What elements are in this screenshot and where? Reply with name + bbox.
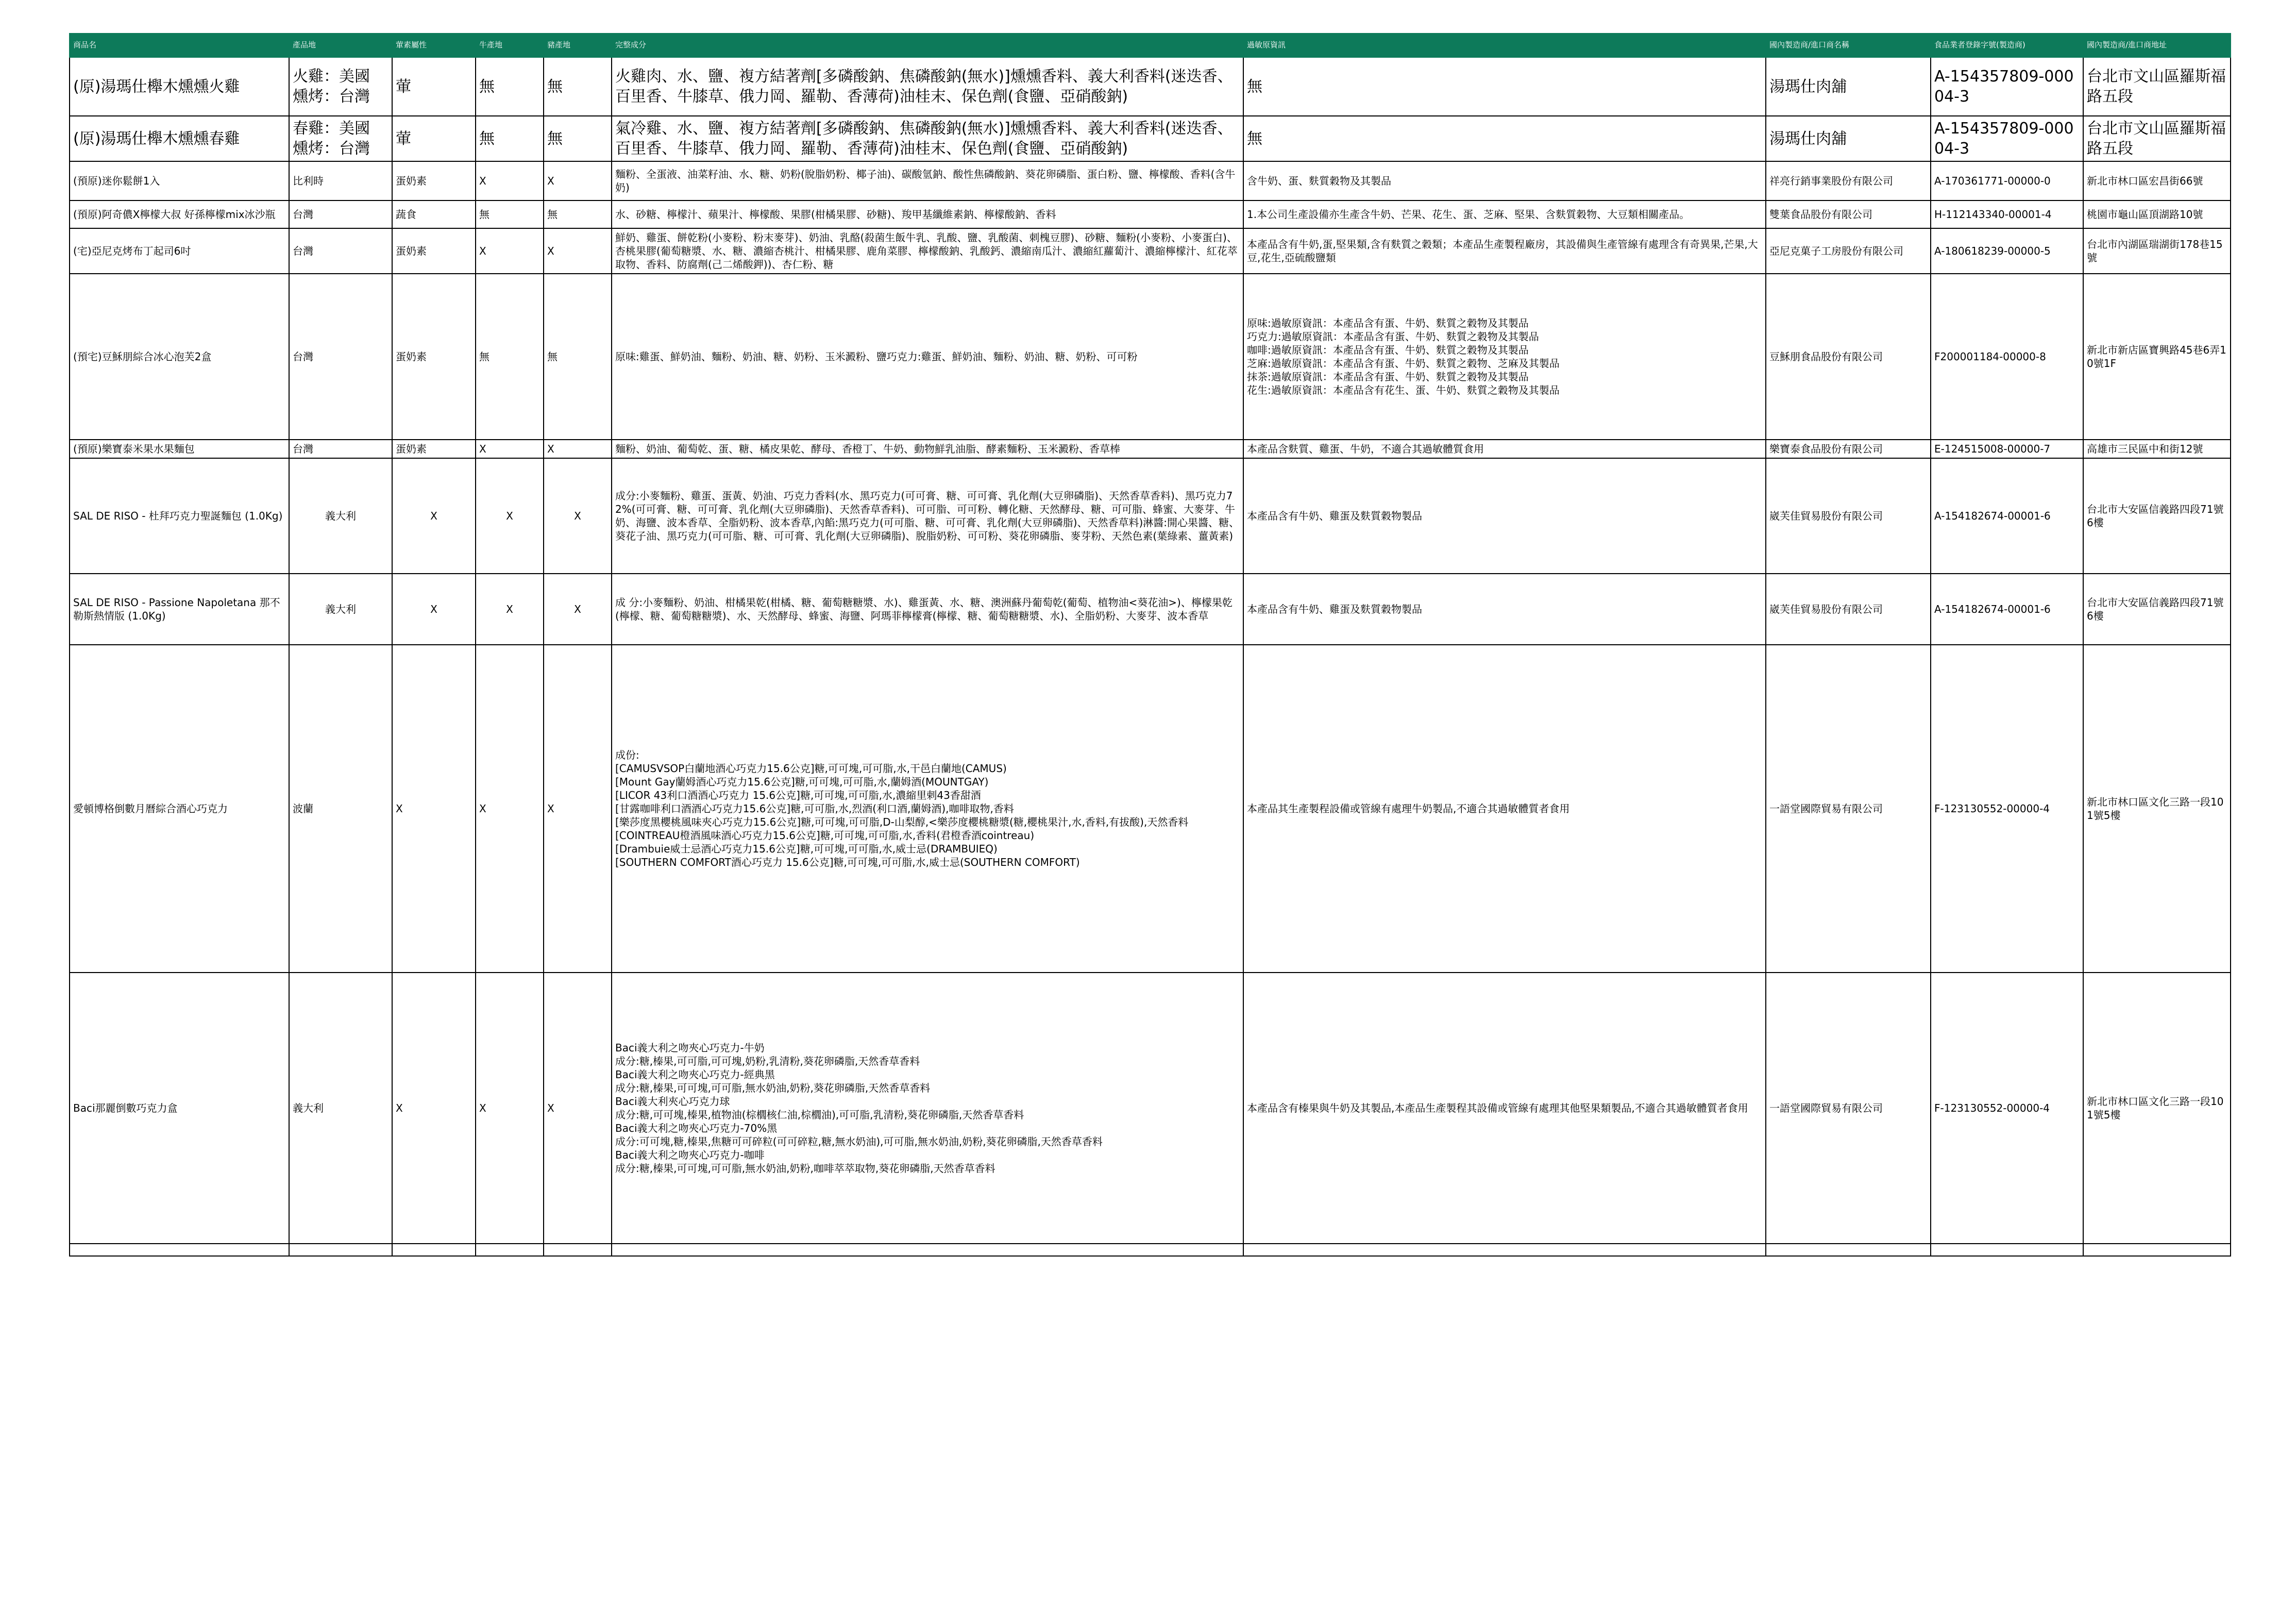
empty-cell[interactable] xyxy=(1243,1244,1766,1256)
cell-reg[interactable]: A-154357809-00004-3 xyxy=(1931,57,2083,116)
cell-name[interactable]: (預宅)豆穌朋綜合冰心泡芙2盒 xyxy=(70,274,289,440)
cell-veg[interactable]: 葷 xyxy=(392,116,476,161)
table-row xyxy=(70,274,2231,440)
cell-maker[interactable]: 雙葉食品股份有限公司 xyxy=(1766,200,1931,228)
cell-allergen[interactable]: 本產品含有牛奶,蛋,堅果類,含有麩質之穀類；本產品生產製程廠房，其設備與生產管線有處理含有奇異果,芒果,大豆,花生,亞硫酸鹽類 xyxy=(1243,228,1766,274)
cell-origin[interactable]: 台灣 xyxy=(289,274,392,440)
header-row xyxy=(70,34,2231,57)
table-row xyxy=(70,228,2231,274)
cell-reg[interactable]: A-154357809-00004-3 xyxy=(1931,116,2083,161)
col-header-beef[interactable]: 牛產地 xyxy=(476,34,544,57)
cell-allergen[interactable]: 含牛奶、蛋、麩質穀物及其製品 xyxy=(1243,161,1766,200)
cell-beef[interactable]: 無 xyxy=(476,116,544,161)
cell-address[interactable]: 台北市大安區信義路四段71號6樓 xyxy=(2083,458,2231,574)
cell-allergen[interactable]: 無 xyxy=(1243,57,1766,116)
cell-pork[interactable]: X xyxy=(544,574,612,645)
cell-ingredients[interactable]: 氣冷雞、水、鹽、複方結著劑[多磷酸鈉、焦磷酸鈉(無水)]燻燻香料、義大利香料(迷迭香、百里香、牛膝草、俄力岡、羅勒、香薄荷)油桂末、保色劑(食鹽、亞硝酸鈉) xyxy=(612,116,1243,161)
cell-address[interactable]: 台北市文山區羅斯福路五段 xyxy=(2083,116,2231,161)
cell-reg[interactable]: A-170361771-00000-0 xyxy=(1931,161,2083,200)
cell-beef[interactable]: X xyxy=(476,228,544,274)
cell-name[interactable]: (原)湯瑪仕櫸木燻燻春雞 xyxy=(70,116,289,161)
cell-maker[interactable]: 一語堂國際貿易有限公司 xyxy=(1766,973,1931,1244)
cell-origin[interactable]: 春雞：美國 燻烤：台灣 xyxy=(289,116,392,161)
cell-pork[interactable]: 無 xyxy=(544,57,612,116)
cell-reg[interactable]: F200001184-00000-8 xyxy=(1931,274,2083,440)
empty-cell[interactable] xyxy=(1931,1244,2083,1256)
cell-reg[interactable]: A-154182674-00001-6 xyxy=(1931,458,2083,574)
cell-allergen[interactable]: 本產品其生產製程設備或管線有處理牛奶製品,不適合其過敏體質者食用 xyxy=(1243,645,1766,973)
cell-beef[interactable]: 無 xyxy=(476,200,544,228)
cell-ingredients[interactable]: 麵粉、全蛋液、油菜籽油、水、糖、奶粉(脫脂奶粉、椰子油)、碳酸氫鈉、酸性焦磷酸鈉、葵花卵磷脂、蛋白粉、鹽、檸檬酸、香料(含牛奶) xyxy=(612,161,1243,200)
cell-ingredients[interactable]: 鮮奶、雞蛋、餅乾粉(小麥粉、粉末麥芽)、奶油、乳酪(殺菌生飯牛乳、乳酸、鹽、乳酸菌、刺槐豆膠)、砂糖、麵粉(小麥粉、小麥蛋白)、杏桃果膠(葡萄糖漿、水、糖、濃縮杏桃汁、柑橘果膠、鹿角菜膠、檸檬酸鈉、乳酸鈣、濃縮南瓜汁、濃縮紅蘿蔔汁、濃縮檸檬汁、紅花萃取物、香料、防腐劑(己二烯酸鉀))、杏仁粉、糖 xyxy=(612,228,1243,274)
cell-reg[interactable]: A-154182674-00001-6 xyxy=(1931,574,2083,645)
empty-cell[interactable] xyxy=(1766,1244,1931,1256)
cell-origin[interactable]: 台灣 xyxy=(289,228,392,274)
product-table xyxy=(69,33,2231,1257)
col-header-address[interactable]: 國內製造商/進口商地址 xyxy=(2083,34,2231,57)
cell-pork[interactable]: 無 xyxy=(544,274,612,440)
cell-beef[interactable]: X xyxy=(476,458,544,574)
cell-pork[interactable]: X xyxy=(544,645,612,973)
cell-allergen[interactable]: 1.本公司生產設備亦生產含牛奶、芒果、花生、蛋、芝麻、堅果、含麩質穀物、大豆類相關產品。 xyxy=(1243,200,1766,228)
empty-cell[interactable] xyxy=(612,1244,1243,1256)
empty-cell[interactable] xyxy=(2083,1244,2231,1256)
cell-pork[interactable]: X xyxy=(544,973,612,1244)
cell-origin[interactable]: 義大利 xyxy=(289,458,392,574)
cell-beef[interactable]: X xyxy=(476,574,544,645)
cell-pork[interactable]: 無 xyxy=(544,200,612,228)
cell-address[interactable]: 新北市林口區宏昌街66號 xyxy=(2083,161,2231,200)
cell-name[interactable]: 愛頓博格倒數月曆綜合酒心巧克力 xyxy=(70,645,289,973)
table-row xyxy=(70,57,2231,116)
cell-maker[interactable]: 亞尼克菓子工房股份有限公司 xyxy=(1766,228,1931,274)
col-header-name[interactable]: 商品名 xyxy=(70,34,289,57)
col-header-pork[interactable]: 豬產地 xyxy=(544,34,612,57)
cell-maker[interactable]: 崴芙佳貿易股份有限公司 xyxy=(1766,574,1931,645)
cell-allergen[interactable]: 本產品含有牛奶、雞蛋及麩質穀物製品 xyxy=(1243,458,1766,574)
table-row xyxy=(70,574,2231,645)
cell-maker[interactable]: 湯瑪仕肉舖 xyxy=(1766,116,1931,161)
cell-veg[interactable]: X xyxy=(392,458,476,574)
cell-ingredients[interactable]: Baci義大利之吻夾心巧克力-牛奶 成分:糖,榛果,可可脂,可可塊,奶粉,乳清粉,葵花卵磷脂,天然香草香料 Baci義大利之吻夾心巧克力-經典黑 成分:糖,榛果,可可塊,可可脂,無水奶油,奶粉,葵花卵磷脂,天然香草香料 Baci義大利夾心巧克力球 成分:糖,可可塊,榛果,植物油(棕櫚核仁油,棕櫚油),可可脂,乳清粉,葵花卵磷脂,天然香草香料 Baci義大利之吻夾心巧克力-70%黑 成分:可可塊,糖,榛果,焦糖可可碎粒(可可碎粒,糖,無水奶油),可可脂,無水奶油,奶粉,葵花卵磷脂,天然香草香料 Baci義大利之吻夾心巧克力-咖啡 成分:糖,榛果,可可塊,可可脂,無水奶油,奶粉,咖啡萃萃取物,葵花卵磷脂,天然香草香料 xyxy=(612,973,1243,1244)
table-row xyxy=(70,161,2231,200)
cell-reg[interactable]: H-112143340-00001-4 xyxy=(1931,200,2083,228)
cell-maker[interactable]: 湯瑪仕肉舖 xyxy=(1766,57,1931,116)
cell-reg[interactable]: F-123130552-00000-4 xyxy=(1931,973,2083,1244)
empty-cell[interactable] xyxy=(70,1244,289,1256)
cell-reg[interactable]: F-123130552-00000-4 xyxy=(1931,645,2083,973)
table-row xyxy=(70,116,2231,161)
cell-beef[interactable]: X xyxy=(476,440,544,458)
empty-cell[interactable] xyxy=(289,1244,392,1256)
cell-name[interactable]: (預原)迷你鬆餅1入 xyxy=(70,161,289,200)
cell-beef[interactable]: 無 xyxy=(476,57,544,116)
cell-veg[interactable]: 蛋奶素 xyxy=(392,274,476,440)
cell-address[interactable]: 台北市文山區羅斯福路五段 xyxy=(2083,57,2231,116)
cell-allergen[interactable]: 原味:過敏原資訊：本產品含有蛋、牛奶、麩質之穀物及其製品 巧克力:過敏原資訊：本產品含有蛋、牛奶、麩質之穀物及其製品 咖啡:過敏原資訊：本產品含有蛋、牛奶、麩質之穀物及其製品 芝麻:過敏原資訊：本產品含有蛋、牛奶、麩質之穀物、芝麻及其製品 抹茶:過敏原資訊：本產品含有蛋、牛奶、麩質之穀物及其製品 花生:過敏原資訊：本產品含有花生、蛋、牛奶、麩質之穀物及其製品 xyxy=(1243,274,1766,440)
cell-maker[interactable]: 崴芙佳貿易股份有限公司 xyxy=(1766,458,1931,574)
cell-maker[interactable]: 豆穌朋食品股份有限公司 xyxy=(1766,274,1931,440)
table-row xyxy=(70,440,2231,458)
cell-origin[interactable]: 義大利 xyxy=(289,574,392,645)
cell-ingredients[interactable]: 火雞肉、水、鹽、複方結著劑[多磷酸鈉、焦磷酸鈉(無水)]燻燻香料、義大利香料(迷迭香、百里香、牛膝草、俄力岡、羅勒、香薄荷)油桂末、保色劑(食鹽、亞硝酸鈉) xyxy=(612,57,1243,116)
cell-address[interactable]: 新北市新店區寶興路45巷6弄10號1F xyxy=(2083,274,2231,440)
cell-pork[interactable]: X xyxy=(544,440,612,458)
cell-veg[interactable]: X xyxy=(392,574,476,645)
cell-veg[interactable]: 蛋奶素 xyxy=(392,161,476,200)
col-header-allergen[interactable]: 過敏原資訊 xyxy=(1243,34,1766,57)
table-row xyxy=(70,458,2231,574)
cell-beef[interactable]: X xyxy=(476,973,544,1244)
cell-name[interactable]: Baci那麗倒數巧克力盒 xyxy=(70,973,289,1244)
cell-ingredients[interactable]: 麵粉、奶油、葡萄乾、蛋、糖、橘皮果乾、酵母、香橙丁、牛奶、動物鮮乳油脂、酵素麵粉、玉米澱粉、香草棒 xyxy=(612,440,1243,458)
cell-address[interactable]: 新北市林口區文化三路一段101號5樓 xyxy=(2083,973,2231,1244)
cell-origin[interactable]: 台灣 xyxy=(289,440,392,458)
cell-origin[interactable]: 比利時 xyxy=(289,161,392,200)
cell-origin[interactable]: 義大利 xyxy=(289,973,392,1244)
col-header-veg[interactable]: 葷素屬性 xyxy=(392,34,476,57)
table-row xyxy=(70,645,2231,973)
cell-allergen[interactable]: 無 xyxy=(1243,116,1766,161)
col-header-ingredients[interactable]: 完整成分 xyxy=(612,34,1243,57)
cell-name[interactable]: (原)湯瑪仕櫸木燻燻火雞 xyxy=(70,57,289,116)
cell-ingredients[interactable]: 成分:小麥麵粉、雞蛋、蛋黃、奶油、巧克力香料(水、黑巧克力(可可膏、糖、可可膏、乳化劑(大豆卵磷脂)、天然香草香料)、黑巧克力72%(可可膏、糖、可可膏、乳化劑(大豆卵磷脂)、天然香草香料)、可可脂、可可粉、轉化糖、天然酵母、糖、可可脂、蜂蜜、大麥芽、牛奶、海鹽、波本香草、全脂奶粉、波本香草,內餡:黑巧克力(可可脂、糖、可可膏、乳化劑(大豆卵磷脂)、天然香草料)淋醬:開心果醬、糖、葵花子油、黑巧克力(可可脂、糖、可可膏、乳化劑(大豆卵磷脂)、脫脂奶粉、可可粉、葵花卵磷脂、麥芽粉、天然色素(葉綠素、薑黃素) xyxy=(612,458,1243,574)
cell-allergen[interactable]: 本產品含麩質、雞蛋、牛奶，不適合其過敏體質食用 xyxy=(1243,440,1766,458)
cell-name[interactable]: SAL DE RISO - Passione Napoletana 那不勒斯熱情版 (1.0Kg) xyxy=(70,574,289,645)
cell-maker[interactable]: 樂寶泰食品股份有限公司 xyxy=(1766,440,1931,458)
cell-allergen[interactable]: 本產品含有牛奶、雞蛋及麩質穀物製品 xyxy=(1243,574,1766,645)
cell-address[interactable]: 台北市內湖區瑞湖街178巷15號 xyxy=(2083,228,2231,274)
cell-origin[interactable]: 台灣 xyxy=(289,200,392,228)
cell-maker[interactable]: 祥亮行銷事業股份有限公司 xyxy=(1766,161,1931,200)
cell-name[interactable]: (預原)樂寶泰米果水果麵包 xyxy=(70,440,289,458)
cell-allergen[interactable]: 本產品含有榛果與牛奶及其製品,本產品生產製程其設備或管線有處理其他堅果類製品,不適合其過敏體質者食用 xyxy=(1243,973,1766,1244)
cell-origin[interactable]: 火雞：美國 燻烤：台灣 xyxy=(289,57,392,116)
table-row-empty xyxy=(70,1244,2231,1256)
cell-beef[interactable]: X xyxy=(476,645,544,973)
col-header-reg[interactable]: 食品業者登錄字號(製造商) xyxy=(1931,34,2083,57)
empty-cell[interactable] xyxy=(476,1244,544,1256)
cell-address[interactable]: 高雄市三民區中和街12號 xyxy=(2083,440,2231,458)
table-row xyxy=(70,200,2231,228)
cell-pork[interactable]: 無 xyxy=(544,116,612,161)
cell-veg[interactable]: 蛋奶素 xyxy=(392,228,476,274)
cell-veg[interactable]: X xyxy=(392,973,476,1244)
cell-maker[interactable]: 一語堂國際貿易有限公司 xyxy=(1766,645,1931,973)
cell-address[interactable]: 台北市大安區信義路四段71號6樓 xyxy=(2083,574,2231,645)
cell-beef[interactable]: 無 xyxy=(476,274,544,440)
cell-reg[interactable]: A-180618239-00000-5 xyxy=(1931,228,2083,274)
table-row xyxy=(70,973,2231,1244)
cell-beef[interactable]: X xyxy=(476,161,544,200)
cell-address[interactable]: 新北市林口區文化三路一段101號5樓 xyxy=(2083,645,2231,973)
empty-cell[interactable] xyxy=(544,1244,612,1256)
cell-pork[interactable]: X xyxy=(544,161,612,200)
cell-name[interactable]: SAL DE RISO - 杜拜巧克力聖誕麵包 (1.0Kg) xyxy=(70,458,289,574)
cell-ingredients[interactable]: 成份: [CAMUSVSOP白蘭地酒心巧克力15.6公克]糖,可可塊,可可脂,水,干邑白蘭地(CAMUS) [Mount Gay蘭姆酒心巧克力15.6公克]糖,可可塊,可可脂,水,蘭姆酒(MOUNTGAY) [LICOR 43利口酒酒心巧克力 15.6公克]糖,可可塊,可可脂,水,濃縮里剌43香甜酒 [甘露咖啡利口酒酒心巧克力15.6公克]糖,可可脂,水,烈酒(利口酒,蘭姆酒),咖啡取物,香料 [樂莎度黑櫻桃風味夾心巧克力15.6公克]糖,可可塊,可可脂,D-山梨醇,<樂莎度櫻桃糖漿(糖,櫻桃果汁,水,香料,有拔酸),天然香料 [COINTREAU橙酒風味酒心巧克力15.6公克]糖,可可塊,可可脂,水,香料(君橙香酒cointreau) [Drambuie威士忌酒心巧克力15.6公克]糖,可可塊,可可脂,水,威士忌(DRAMBUIEQ) [SOUTHERN COMFORT酒心巧克力 15.6公克]糖,可可塊,可可脂,水,威士忌(SOUTHERN COMFORT) xyxy=(612,645,1243,973)
col-header-origin[interactable]: 產品地 xyxy=(289,34,392,57)
cell-ingredients[interactable]: 成 分:小麥麵粉、奶油、柑橘果乾(柑橘、糖、葡萄糖糖漿、水)、雞蛋黃、水、糖、澳洲蘇丹葡萄乾(葡萄、植物油<葵花油>)、檸檬果乾(檸檬、糖、葡萄糖糖漿)、水、天然酵母、蜂蜜、海鹽、阿瑪菲檸檬膏(檸檬、糖、葡萄糖糖漿、水)、全脂奶粉、大麥芽、波本香草 xyxy=(612,574,1243,645)
cell-name[interactable]: (宅)亞尼克烤布丁起司6吋 xyxy=(70,228,289,274)
cell-veg[interactable]: 葷 xyxy=(392,57,476,116)
cell-veg[interactable]: 蛋奶素 xyxy=(392,440,476,458)
col-header-maker[interactable]: 國內製造商/進口商名稱 xyxy=(1766,34,1931,57)
cell-ingredients[interactable]: 原味:雞蛋、鮮奶油、麵粉、奶油、糖、奶粉、玉米澱粉、鹽巧克力:雞蛋、鮮奶油、麵粉、奶油、糖、奶粉、可可粉 xyxy=(612,274,1243,440)
cell-veg[interactable]: 蔬食 xyxy=(392,200,476,228)
empty-cell[interactable] xyxy=(392,1244,476,1256)
cell-ingredients[interactable]: 水、砂糖、檸檬汁、蘋果汁、檸檬酸、果膠(柑橘果膠、砂糖)、羧甲基纖維素鈉、檸檬酸鈉、香料 xyxy=(612,200,1243,228)
cell-pork[interactable]: X xyxy=(544,458,612,574)
cell-address[interactable]: 桃園市龜山區頂湖路10號 xyxy=(2083,200,2231,228)
cell-pork[interactable]: X xyxy=(544,228,612,274)
cell-veg[interactable]: X xyxy=(392,645,476,973)
cell-name[interactable]: (預原)阿奇儂X檸檬大叔 好孫檸檬mix冰沙瓶 xyxy=(70,200,289,228)
cell-origin[interactable]: 波蘭 xyxy=(289,645,392,973)
cell-reg[interactable]: E-124515008-00000-7 xyxy=(1931,440,2083,458)
